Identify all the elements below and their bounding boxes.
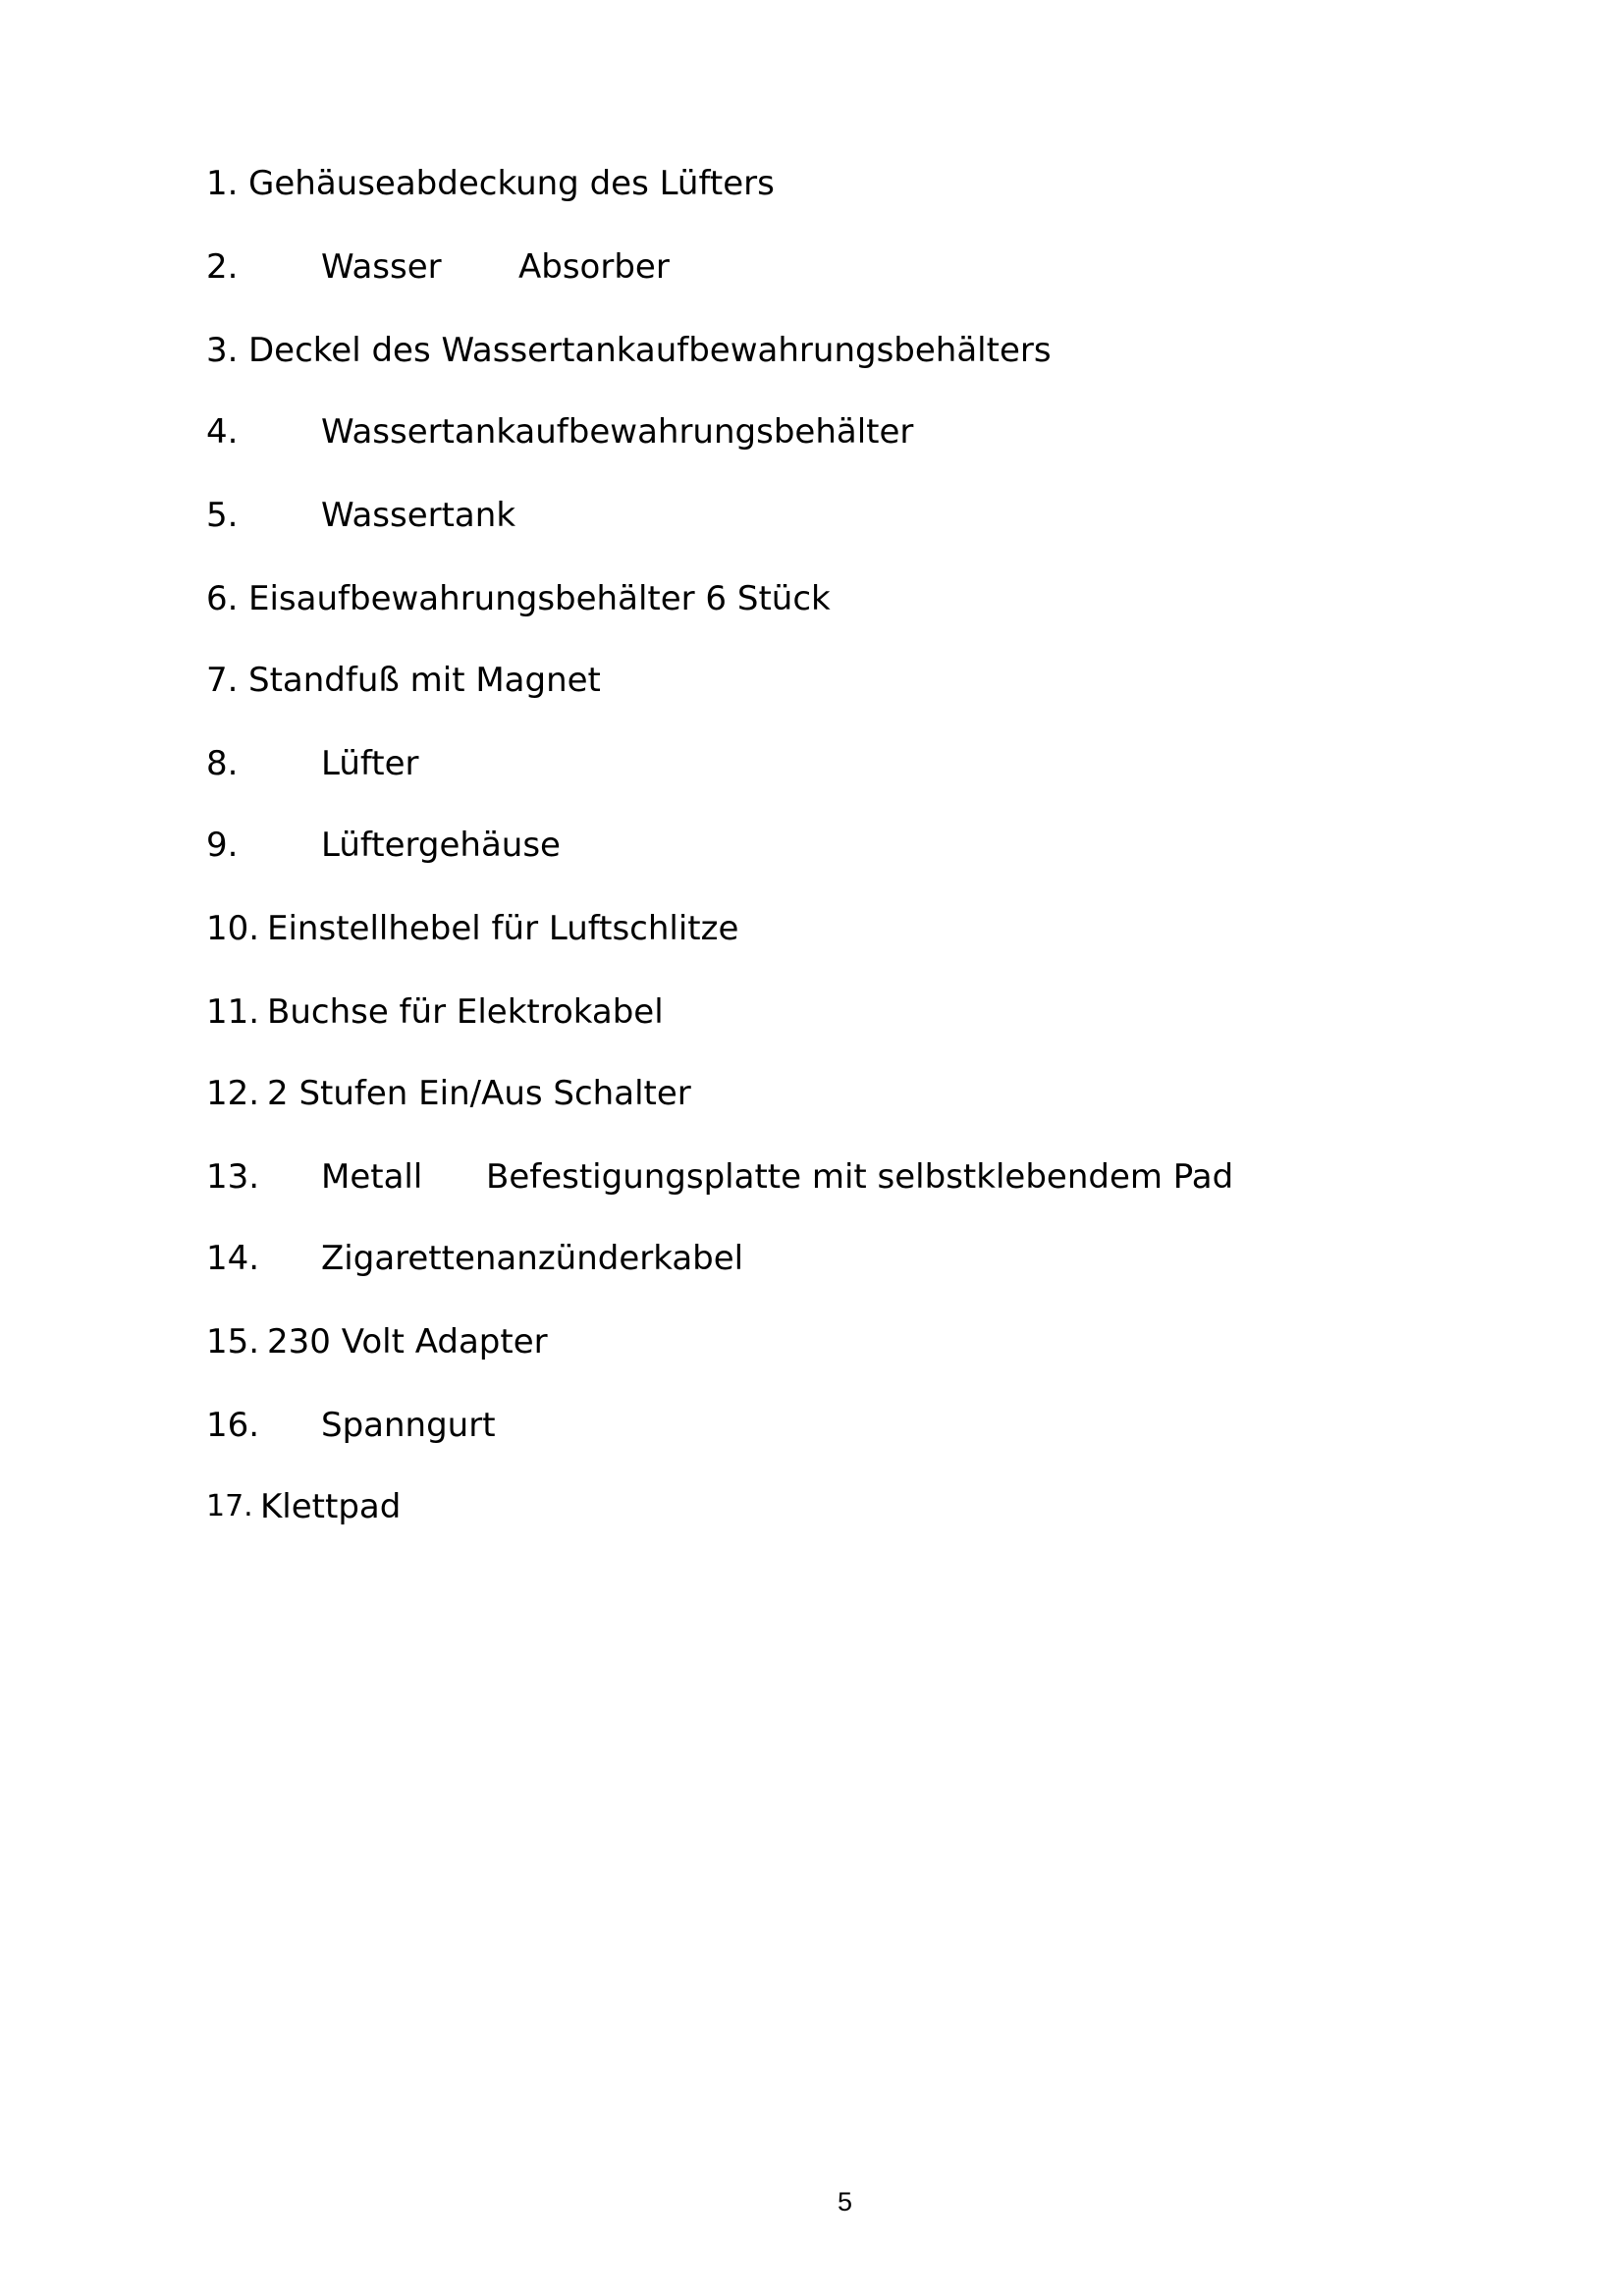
item-label: 230 Volt Adapter [267, 1322, 548, 1362]
item-number: 8. [206, 744, 239, 783]
item-number: 2. [206, 247, 239, 287]
item-number: 1. [206, 164, 239, 203]
item-number: 6. [206, 579, 239, 618]
item-number: 4. [206, 412, 239, 452]
item-label: Lüfter [321, 744, 419, 783]
item-label: Spanngurt [321, 1406, 496, 1445]
item-label: Buchse für Elektrokabel [267, 992, 664, 1032]
item-number: 16. [206, 1406, 260, 1445]
item-number: 9. [206, 826, 239, 865]
item-number: 13. [206, 1157, 260, 1197]
item-number: 12. [206, 1074, 260, 1113]
item-number: 14. [206, 1239, 260, 1278]
item-label: Absorber [518, 247, 670, 287]
item-label: Eisaufbewahrungsbehälter 6 Stück [248, 579, 831, 618]
item-label: Wasser [321, 247, 442, 287]
item-label: Wassertankaufbewahrungsbehälter [321, 412, 914, 452]
item-number: 3. [206, 331, 239, 370]
item-number: 5. [206, 496, 239, 535]
page-number: 5 [838, 2187, 853, 2216]
item-number: 17. [206, 1489, 253, 1523]
item-label: Metall [321, 1157, 423, 1197]
item-label: Standfuß mit Magnet [248, 661, 601, 700]
item-label: Lüftergehäuse [321, 826, 561, 865]
item-number: 7. [206, 661, 239, 700]
item-number: 10. [206, 909, 260, 948]
item-label: 2 Stufen Ein/Aus Schalter [267, 1074, 691, 1113]
item-label: Klettpad [260, 1487, 402, 1526]
item-label: Einstellhebel für Luftschlitze [267, 909, 739, 948]
item-label: Wassertank [321, 496, 516, 535]
item-label: Zigarettenanzünderkabel [321, 1239, 744, 1278]
item-label: Deckel des Wassertankaufbewahrungsbehälters [248, 331, 1052, 370]
item-label: Befestigungsplatte mit selbstklebendem Pad [486, 1157, 1234, 1197]
item-number: 15. [206, 1322, 260, 1362]
item-label: Gehäuseabdeckung des Lüfters [248, 164, 775, 203]
item-number: 11. [206, 992, 260, 1032]
